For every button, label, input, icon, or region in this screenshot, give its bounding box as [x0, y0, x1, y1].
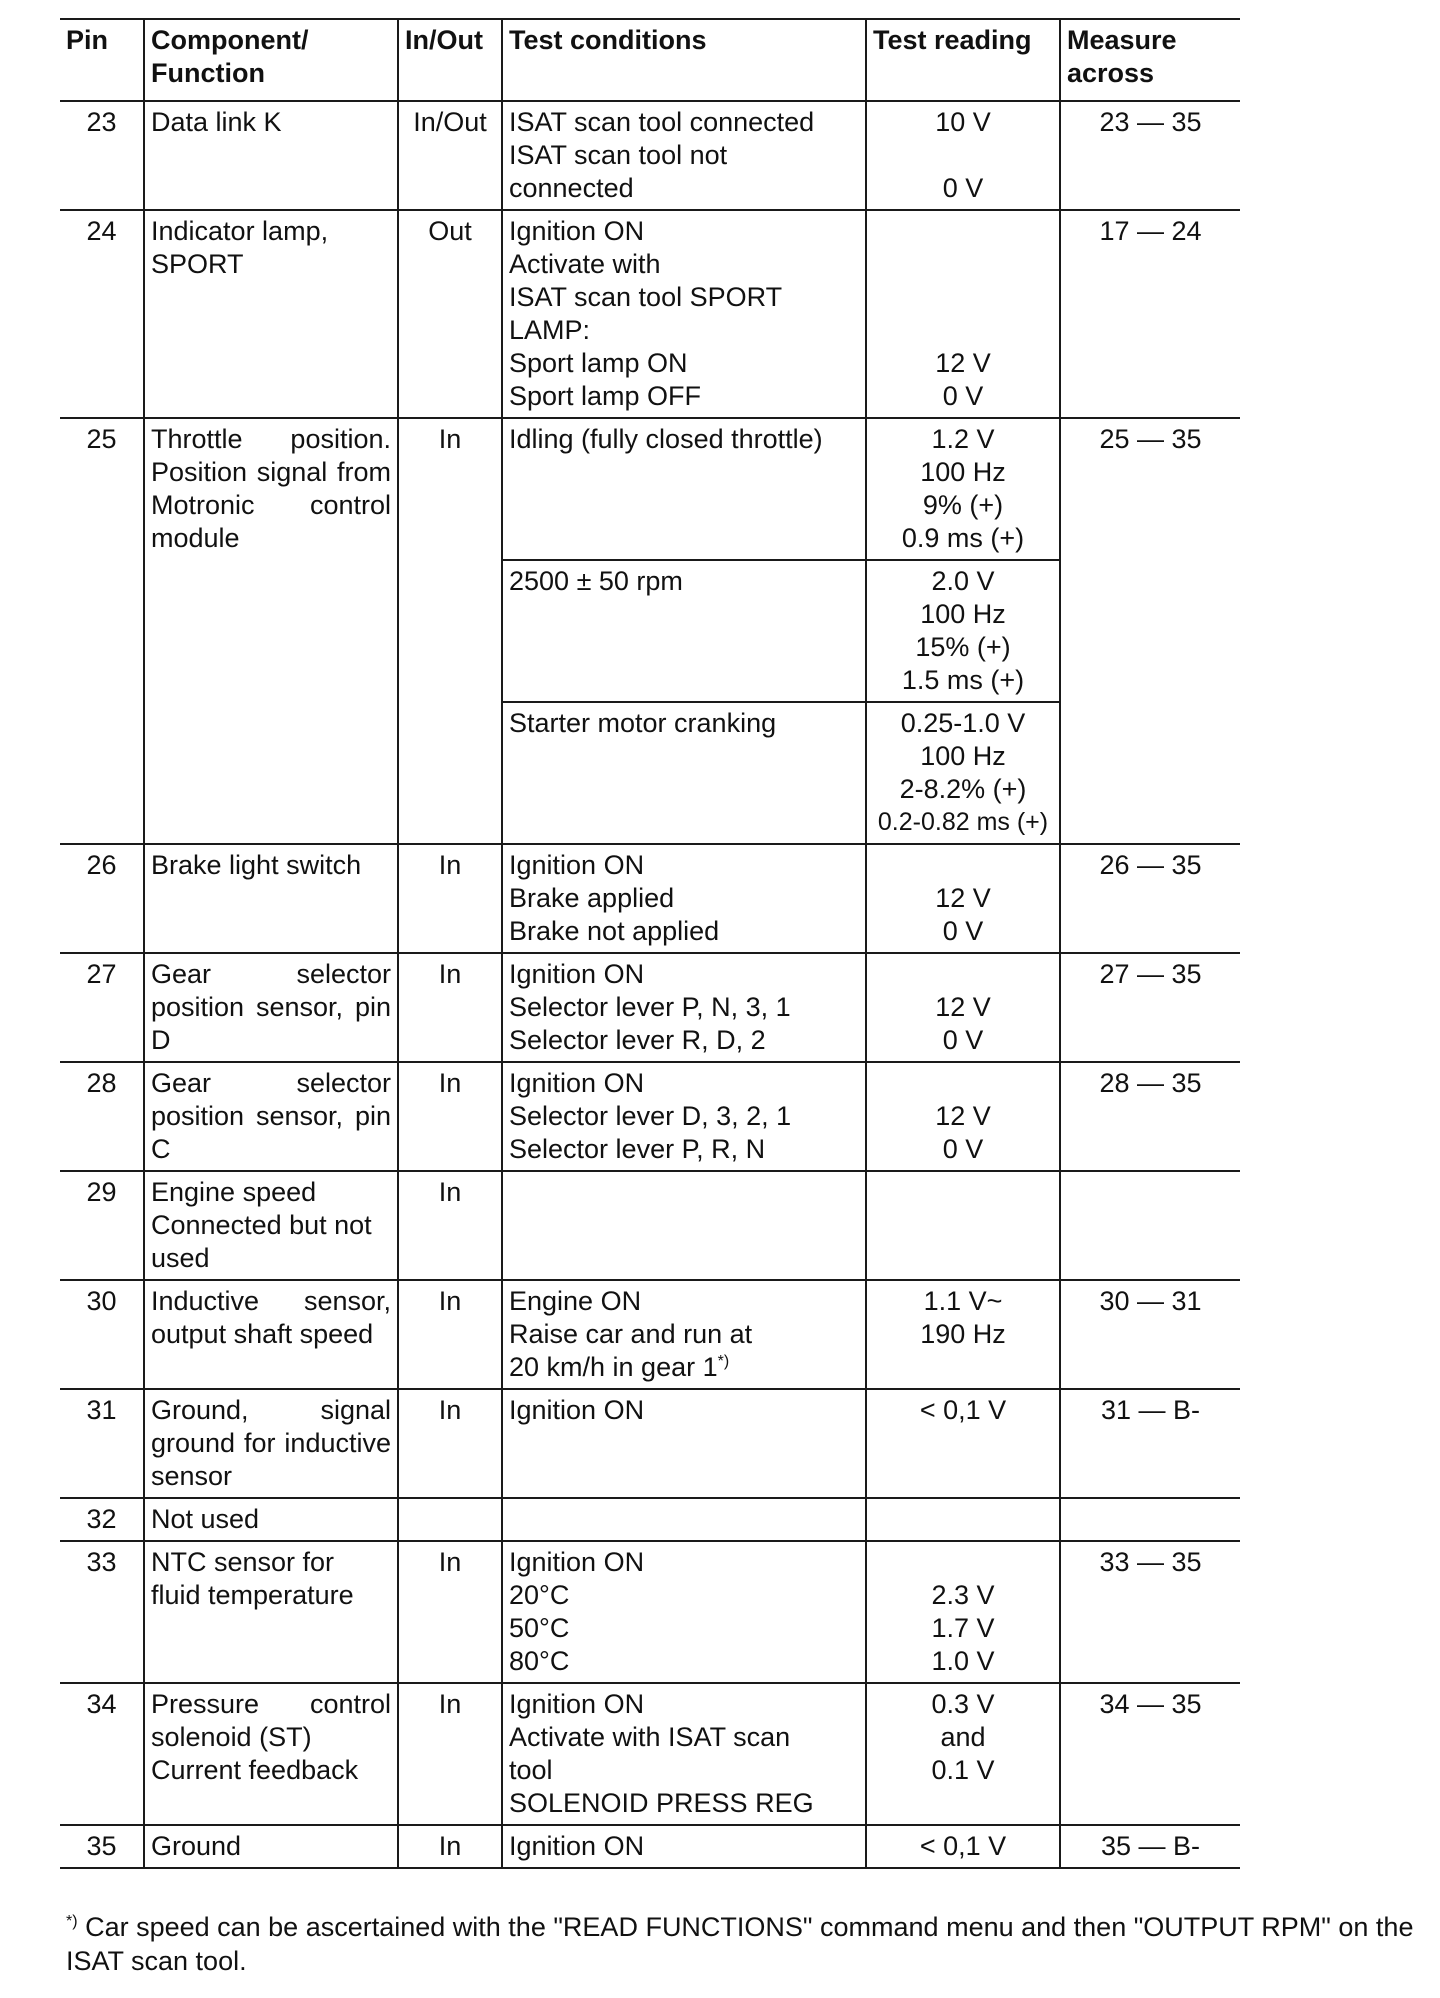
- test-conditions: [502, 1498, 866, 1541]
- condition-line: Selector lever D, 3, 2, 1: [509, 1101, 792, 1131]
- pin-number: 30: [60, 1280, 144, 1389]
- reading-line: 9% (+): [922, 490, 1004, 520]
- pin-number: 28: [60, 1062, 144, 1171]
- condition-line: LAMP:: [509, 315, 591, 345]
- measure-across: [1060, 1498, 1240, 1541]
- reading-line: 1.0 V: [931, 1646, 995, 1676]
- footnote-ref: *): [717, 1353, 730, 1370]
- component-function: Brake light switch: [144, 844, 398, 953]
- pin-number: 24: [60, 210, 144, 418]
- pin-number: 27: [60, 953, 144, 1062]
- test-conditions: [502, 101, 866, 210]
- component-function: Inductive sensor, output shaft speed: [144, 1280, 398, 1389]
- table-header-row: [60, 19, 1240, 101]
- test-conditions: [502, 1541, 866, 1683]
- header-in-out: In/Out: [398, 19, 502, 101]
- component-function: Ground, signal ground for inductive sensor: [144, 1389, 398, 1498]
- footnote: [66, 1910, 1436, 1978]
- in-out: In: [398, 1683, 502, 1825]
- measure-across: 31 — B-: [1060, 1389, 1240, 1498]
- test-conditions: [502, 1389, 866, 1498]
- table-row: [60, 1825, 1240, 1868]
- table-row: [60, 1541, 1240, 1683]
- condition-line: 50°C: [509, 1613, 570, 1643]
- pin-number: 34: [60, 1683, 144, 1825]
- in-out: [398, 1498, 502, 1541]
- test-reading: [866, 1683, 1060, 1825]
- table-row: [60, 1062, 1240, 1171]
- in-out: In/Out: [398, 101, 502, 210]
- measure-across: 17 — 24: [1060, 210, 1240, 418]
- condition-line: 20°C: [509, 1580, 570, 1610]
- test-reading: [866, 1541, 1060, 1683]
- reading-line: 12 V: [935, 1101, 991, 1131]
- table-row: [60, 418, 1240, 560]
- component-function: Data link K: [144, 101, 398, 210]
- test-reading: [866, 1280, 1060, 1389]
- table-row: [60, 953, 1240, 1062]
- reading-line: 0 V: [942, 1025, 984, 1055]
- reading-line: 1.5 ms (+): [901, 665, 1025, 695]
- in-out: In: [398, 1825, 502, 1868]
- reading-line: 15% (+): [915, 632, 1011, 662]
- measure-across: [1060, 1171, 1240, 1280]
- test-conditions: 2500 ± 50 rpm: [502, 560, 866, 702]
- condition-line: Engine ON: [509, 1286, 642, 1316]
- reading-line: 100 Hz: [920, 741, 1006, 771]
- pin-number: 35: [60, 1825, 144, 1868]
- test-conditions: [502, 953, 866, 1062]
- reading-line: 1.7 V: [931, 1613, 995, 1643]
- component-function: Pressure control solenoid (ST) Current feedback: [144, 1683, 398, 1825]
- component-function: Throttle position. Position signal from Motronic control module: [144, 418, 398, 844]
- component-function: NTC sensor for fluid temperature: [144, 1541, 398, 1683]
- condition-line: Ignition ON: [509, 1068, 645, 1098]
- table-row: [60, 101, 1240, 210]
- pin-number: 32: [60, 1498, 144, 1541]
- measure-across: 33 — 35: [1060, 1541, 1240, 1683]
- header-test-reading: Test reading: [866, 19, 1060, 101]
- component-function: Engine speed Connected but not used: [144, 1171, 398, 1280]
- condition-line: Ignition ON: [509, 850, 645, 880]
- pin-number: 31: [60, 1389, 144, 1498]
- test-reading: [866, 953, 1060, 1062]
- test-conditions: [502, 210, 866, 418]
- condition-line: ISAT scan tool not: [509, 140, 728, 170]
- test-reading: [866, 1825, 1060, 1868]
- reading-line: 1.1 V~: [923, 1286, 1003, 1316]
- test-conditions: [502, 1825, 866, 1868]
- condition-line: Ignition ON: [509, 216, 645, 246]
- header-component: Component/ Function: [144, 19, 398, 101]
- test-reading: [866, 418, 1060, 560]
- reading-line: < 0,1 V: [919, 1395, 1007, 1425]
- condition-line: Selector lever P, N, 3, 1: [509, 992, 791, 1022]
- reading-line: < 0,1 V: [919, 1831, 1007, 1861]
- condition-line: Activate with ISAT scan: [509, 1722, 791, 1752]
- test-reading: [866, 101, 1060, 210]
- pin-test-table: [60, 18, 1240, 1869]
- condition-line: Selector lever P, R, N: [509, 1134, 766, 1164]
- in-out: In: [398, 1389, 502, 1498]
- reading-line: 0.3 V: [931, 1689, 995, 1719]
- reading-line: 2.3 V: [931, 1580, 995, 1610]
- measure-across: 25 — 35: [1060, 418, 1240, 844]
- test-reading: [866, 1171, 1060, 1280]
- in-out: In: [398, 1280, 502, 1389]
- test-conditions: [502, 1171, 866, 1280]
- component-function: Gear selector position sensor, pin D: [144, 953, 398, 1062]
- in-out: In: [398, 1171, 502, 1280]
- reading-line: 0 V: [942, 916, 984, 946]
- measure-across: 23 — 35: [1060, 101, 1240, 210]
- pin-number: 26: [60, 844, 144, 953]
- measure-across: 34 — 35: [1060, 1683, 1240, 1825]
- test-reading: [866, 210, 1060, 418]
- component-function: Gear selector position sensor, pin C: [144, 1062, 398, 1171]
- condition-line: Ignition ON: [509, 1547, 645, 1577]
- reading-line: 190 Hz: [920, 1319, 1006, 1349]
- reading-line: 2.0 V: [931, 566, 995, 596]
- condition-line: tool: [509, 1755, 553, 1785]
- condition-line: ISAT scan tool SPORT: [509, 282, 783, 312]
- table-row: [60, 1683, 1240, 1825]
- measure-across: 26 — 35: [1060, 844, 1240, 953]
- condition-line: 80°C: [509, 1646, 570, 1676]
- header-measure-across: Measure across: [1060, 19, 1240, 101]
- condition-line: ISAT scan tool connected: [509, 107, 815, 137]
- measure-across: 35 — B-: [1060, 1825, 1240, 1868]
- condition-line: Ignition ON: [509, 1689, 645, 1719]
- test-reading: [866, 1498, 1060, 1541]
- reading-line: 1.2 V: [931, 424, 995, 454]
- in-out: In: [398, 1062, 502, 1171]
- table-row: [60, 1171, 1240, 1280]
- test-reading: [866, 1389, 1060, 1498]
- table-row: [60, 1389, 1240, 1498]
- condition-line: Ignition ON: [509, 1831, 645, 1861]
- table-row: [60, 1498, 1240, 1541]
- condition-line: Ignition ON: [509, 1395, 645, 1425]
- pin-number: 25: [60, 418, 144, 844]
- measure-across: 28 — 35: [1060, 1062, 1240, 1171]
- condition-line: Raise car and run at: [509, 1319, 753, 1349]
- footnote-text: Car speed can be ascertained with the "READ FUNCTIONS" command menu and then "OUTPUT RPM" on the ISAT scan tool.: [66, 1912, 1414, 1976]
- test-conditions: [502, 844, 866, 953]
- pin-number: 23: [60, 101, 144, 210]
- pin-number: 33: [60, 1541, 144, 1683]
- reading-line: 0.2-0.82 ms (+): [877, 808, 1049, 836]
- reading-line: 100 Hz: [920, 457, 1006, 487]
- in-out: In: [398, 953, 502, 1062]
- condition-line: Sport lamp ON: [509, 348, 688, 378]
- header-test-conditions: Test conditions: [502, 19, 866, 101]
- reading-line: 10 V: [935, 107, 991, 137]
- reading-line: 0.9 ms (+): [901, 523, 1025, 553]
- test-reading: [866, 560, 1060, 702]
- reading-line: 100 Hz: [920, 599, 1006, 629]
- condition-line: Brake not applied: [509, 916, 720, 946]
- reading-line: 12 V: [935, 883, 991, 913]
- condition-line-with-note: [509, 1351, 859, 1384]
- condition-line: Ignition ON: [509, 959, 645, 989]
- pin-number: 29: [60, 1171, 144, 1280]
- in-out: Out: [398, 210, 502, 418]
- reading-line: 0 V: [942, 1134, 984, 1164]
- reading-line: 0.25-1.0 V: [900, 708, 1026, 738]
- reading-line: 0 V: [942, 173, 984, 203]
- footnote-mark: *): [66, 1913, 78, 1930]
- reading-line: 12 V: [935, 992, 991, 1022]
- reading-line: and: [940, 1722, 986, 1752]
- test-conditions: Idling (fully closed throttle): [502, 418, 866, 560]
- in-out: In: [398, 1541, 502, 1683]
- test-conditions: [502, 1683, 866, 1825]
- condition-line: Sport lamp OFF: [509, 381, 702, 411]
- condition-line: 20 km/h in gear 1: [509, 1352, 718, 1382]
- condition-line: connected: [509, 173, 634, 203]
- test-reading: [866, 702, 1060, 844]
- component-function: Not used: [144, 1498, 398, 1541]
- in-out: In: [398, 844, 502, 953]
- condition-line: Selector lever R, D, 2: [509, 1025, 766, 1055]
- measure-across: 30 — 31: [1060, 1280, 1240, 1389]
- header-pin: Pin: [60, 19, 144, 101]
- condition-line: Activate with: [509, 249, 661, 279]
- reading-line: 0.1 V: [931, 1755, 995, 1785]
- test-conditions: Starter motor cranking: [502, 702, 866, 844]
- table-row: [60, 1280, 1240, 1389]
- test-conditions: [502, 1062, 866, 1171]
- table-row: [60, 210, 1240, 418]
- table-row: [60, 844, 1240, 953]
- reading-line: 0 V: [942, 381, 984, 411]
- component-function: Indicator lamp, SPORT: [144, 210, 398, 418]
- test-reading: [866, 844, 1060, 953]
- test-conditions: [502, 1280, 866, 1389]
- component-function: Ground: [144, 1825, 398, 1868]
- in-out: In: [398, 418, 502, 844]
- reading-line: 2-8.2% (+): [899, 774, 1027, 804]
- reading-line: 12 V: [935, 348, 991, 378]
- condition-line: Brake applied: [509, 883, 675, 913]
- measure-across: 27 — 35: [1060, 953, 1240, 1062]
- test-reading: [866, 1062, 1060, 1171]
- condition-line: SOLENOID PRESS REG: [509, 1788, 814, 1818]
